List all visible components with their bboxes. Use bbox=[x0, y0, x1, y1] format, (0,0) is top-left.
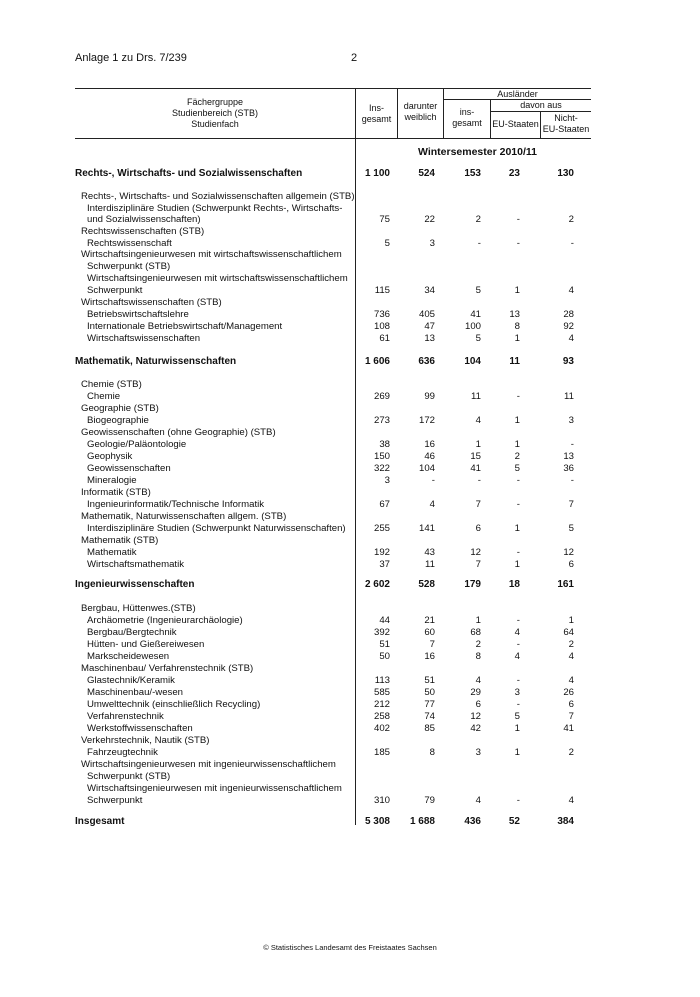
cell-value: 1 bbox=[514, 523, 520, 534]
row-label: Wirtschaftswissenschaften (STB) bbox=[81, 297, 222, 308]
cell-value: 5 bbox=[384, 238, 390, 249]
cell-value: 75 bbox=[379, 214, 390, 225]
cell-value: 44 bbox=[379, 615, 390, 626]
cell-value: 1 bbox=[514, 559, 520, 570]
cell-value: 22 bbox=[424, 214, 435, 225]
cell-value: 4 bbox=[568, 285, 574, 296]
cell-value: 153 bbox=[464, 168, 481, 179]
row-label: Wirtschaftsingenieurwesen mit ingenieurwissenschaftlichem bbox=[81, 759, 336, 770]
row-label: Rechtswissenschaft bbox=[87, 238, 172, 249]
cell-value: 141 bbox=[418, 523, 435, 534]
cell-value: 2 bbox=[475, 639, 481, 650]
cell-value: 67 bbox=[379, 499, 390, 510]
cell-value: 68 bbox=[470, 627, 481, 638]
cell-value: 115 bbox=[374, 285, 390, 296]
row-label: Mathematik bbox=[87, 547, 137, 558]
cell-value: 636 bbox=[418, 356, 435, 367]
cell-value: 100 bbox=[464, 321, 481, 332]
row-label: Wirtschaftsingenieurwesen mit ingenieurwissenschaftlichem bbox=[87, 783, 342, 794]
cell-value: 11 bbox=[471, 391, 481, 402]
cell-value: 16 bbox=[424, 651, 435, 662]
cell-value: 192 bbox=[373, 547, 390, 558]
cell-value: 85 bbox=[424, 723, 435, 734]
row-label: Mineralogie bbox=[87, 475, 137, 486]
cell-value: - bbox=[477, 238, 481, 249]
cell-value: 524 bbox=[418, 168, 435, 179]
cell-value: 51 bbox=[379, 639, 390, 650]
cell-value: 1 bbox=[514, 723, 520, 734]
cell-value: 161 bbox=[557, 579, 574, 590]
cell-value: 528 bbox=[418, 579, 435, 590]
cell-value: 402 bbox=[373, 723, 390, 734]
row-label: Mathematik, Naturwissenschaften bbox=[75, 356, 237, 367]
cell-value: 16 bbox=[424, 439, 435, 450]
cell-value: - bbox=[570, 238, 574, 249]
cell-value: 37 bbox=[379, 559, 390, 570]
cell-value: 1 bbox=[514, 333, 520, 344]
cell-value: 255 bbox=[373, 523, 390, 534]
cell-value: 11 bbox=[564, 391, 574, 402]
cell-value: 6 bbox=[568, 559, 574, 570]
row-label: Betriebswirtschaftslehre bbox=[87, 309, 189, 320]
cell-value: 3 bbox=[384, 475, 390, 486]
row-label: Mathematik, Naturwissenschaften allgem. (STB) bbox=[81, 511, 287, 522]
cell-value: 8 bbox=[475, 651, 481, 662]
column-header-eu: EU-Staaten bbox=[492, 119, 539, 129]
row-label: Verkehrstechnik, Nautik (STB) bbox=[81, 735, 210, 746]
cell-value: 5 bbox=[475, 285, 481, 296]
cell-value: 43 bbox=[424, 547, 435, 558]
cell-value: 38 bbox=[379, 439, 390, 450]
cell-value: 384 bbox=[557, 816, 574, 827]
cell-value: 736 bbox=[373, 309, 390, 320]
cell-value: - bbox=[570, 475, 574, 486]
cell-value: 4 bbox=[514, 651, 520, 662]
cell-value: 179 bbox=[464, 579, 481, 590]
cell-value: 8 bbox=[429, 747, 435, 758]
cell-value: 172 bbox=[418, 415, 435, 426]
cell-value: 4 bbox=[475, 675, 481, 686]
cell-value: - bbox=[431, 475, 435, 486]
row-label: Chemie (STB) bbox=[81, 379, 142, 390]
cell-value: 5 bbox=[514, 463, 520, 474]
cell-value: 11 bbox=[425, 559, 435, 570]
cell-value: 5 bbox=[475, 333, 481, 344]
cell-value: 1 100 bbox=[364, 168, 390, 179]
cell-value: 8 bbox=[514, 321, 520, 332]
cell-value: 41 bbox=[470, 309, 481, 320]
cell-value: 269 bbox=[373, 391, 390, 402]
cell-value: 185 bbox=[373, 747, 390, 758]
cell-value: 1 bbox=[514, 415, 520, 426]
row-label: Geowissenschaften bbox=[87, 463, 171, 474]
cell-value: 74 bbox=[424, 711, 435, 722]
cell-value: 29 bbox=[470, 687, 481, 698]
cell-value: - bbox=[477, 475, 481, 486]
cell-value: 7 bbox=[568, 711, 574, 722]
cell-value: 47 bbox=[424, 321, 435, 332]
cell-value: - bbox=[516, 238, 520, 249]
cell-value: 42 bbox=[470, 723, 481, 734]
row-label: Wirtschaftsmathematik bbox=[87, 559, 185, 570]
column-header-group: Fächergruppe Studienbereich (STB) Studienfach bbox=[171, 97, 259, 129]
cell-value: 322 bbox=[373, 463, 390, 474]
semester-label: Wintersemester 2010/11 bbox=[418, 146, 537, 158]
cell-value: 5 bbox=[568, 523, 574, 534]
column-header-insgesamt: Ins- gesamt bbox=[361, 103, 392, 124]
cell-value: - bbox=[570, 439, 574, 450]
cell-value: 3 bbox=[429, 238, 435, 249]
row-label: Schwerpunkt bbox=[87, 795, 143, 806]
row-label: Ingenieurwissenschaften bbox=[75, 579, 195, 590]
cell-value: 41 bbox=[470, 463, 481, 474]
cell-value: 104 bbox=[464, 356, 481, 367]
row-label: Ingenieurinformatik/Technische Informatik bbox=[87, 499, 265, 510]
cell-value: - bbox=[516, 475, 520, 486]
cell-value: 13 bbox=[424, 333, 435, 344]
cell-value: 34 bbox=[424, 285, 435, 296]
row-label: Rechts-, Wirtschafts- und Sozialwissenschaften allgemein (STB) bbox=[81, 191, 355, 202]
cell-value: 113 bbox=[374, 675, 390, 686]
cell-value: 6 bbox=[475, 699, 481, 710]
cell-value: 4 bbox=[429, 499, 435, 510]
cell-value: 3 bbox=[568, 415, 574, 426]
row-label: Wirtschaftsingenieurwesen mit wirtschaftswissenschaftlichem bbox=[87, 273, 348, 284]
cell-value: - bbox=[516, 547, 520, 558]
cell-value: - bbox=[516, 391, 520, 402]
cell-value: 52 bbox=[508, 816, 520, 827]
row-label: Geowissenschaften (ohne Geographie) (STB) bbox=[81, 427, 276, 438]
cell-value: 4 bbox=[568, 675, 574, 686]
cell-value: 310 bbox=[373, 795, 390, 806]
row-label: und Sozialwissenschaften) bbox=[87, 214, 201, 225]
cell-value: - bbox=[516, 214, 520, 225]
cell-value: 7 bbox=[429, 639, 435, 650]
cell-value: 50 bbox=[424, 687, 435, 698]
cell-value: 1 bbox=[475, 615, 481, 626]
cell-value: 585 bbox=[373, 687, 390, 698]
cell-value: 64 bbox=[563, 627, 574, 638]
cell-value: 7 bbox=[475, 559, 481, 570]
cell-value: 150 bbox=[373, 451, 390, 462]
cell-value: 4 bbox=[475, 415, 481, 426]
cell-value: 13 bbox=[509, 309, 520, 320]
cell-value: 4 bbox=[568, 333, 574, 344]
column-header-ins-gesamt: ins- gesamt bbox=[452, 107, 482, 128]
cell-value: 21 bbox=[424, 615, 435, 626]
cell-value: - bbox=[516, 675, 520, 686]
row-label: Rechts-, Wirtschafts- und Sozialwissenschaften bbox=[75, 168, 303, 179]
cell-value: 1 688 bbox=[409, 816, 435, 827]
row-label: Bergbau, Hüttenwes.(STB) bbox=[81, 603, 196, 614]
cell-value: 1 bbox=[514, 439, 520, 450]
cell-value: 15 bbox=[470, 451, 481, 462]
cell-value: - bbox=[516, 499, 520, 510]
column-header-weiblich: darunter weiblich bbox=[403, 101, 438, 122]
cell-value: 5 308 bbox=[364, 816, 390, 827]
cell-value: 1 bbox=[514, 285, 520, 296]
row-label: Schwerpunkt bbox=[87, 285, 143, 296]
row-label: Wirtschaftsingenieurwesen mit wirtschaftswissenschaftlichem bbox=[81, 249, 342, 260]
row-label: Archäometrie (Ingenieurarchäologie) bbox=[87, 615, 243, 626]
row-label: Bergbau/Bergtechnik bbox=[87, 627, 177, 638]
row-label: Geophysik bbox=[87, 451, 133, 462]
cell-value: 2 bbox=[475, 214, 481, 225]
cell-value: 46 bbox=[424, 451, 435, 462]
cell-value: 92 bbox=[563, 321, 574, 332]
column-header-auslaender: Ausländer bbox=[497, 89, 538, 99]
row-label: Biogeographie bbox=[87, 415, 149, 426]
cell-value: 108 bbox=[373, 321, 390, 332]
cell-value: 4 bbox=[568, 651, 574, 662]
row-label: Maschinenbau/ Verfahrenstechnik (STB) bbox=[81, 663, 254, 674]
cell-value: 4 bbox=[514, 627, 520, 638]
row-label: Informatik (STB) bbox=[81, 487, 151, 498]
row-label: Wirtschaftswissenschaften bbox=[87, 333, 201, 344]
row-label: Geographie (STB) bbox=[81, 403, 159, 414]
cell-value: 273 bbox=[373, 415, 390, 426]
cell-value: 1 bbox=[514, 747, 520, 758]
cell-value: 104 bbox=[418, 463, 435, 474]
cell-value: 61 bbox=[379, 333, 390, 344]
cell-value: 28 bbox=[563, 309, 574, 320]
cell-value: 6 bbox=[568, 699, 574, 710]
cell-value: 2 bbox=[514, 451, 520, 462]
row-label: Markscheidewesen bbox=[87, 651, 170, 662]
cell-value: 93 bbox=[562, 356, 574, 367]
row-label: Rechtswissenschaften (STB) bbox=[81, 226, 205, 237]
cell-value: - bbox=[516, 615, 520, 626]
cell-value: 18 bbox=[508, 579, 520, 590]
row-label: Chemie bbox=[87, 391, 121, 402]
footer-copyright: © Statistisches Landesamt des Freistaates Sachsen bbox=[263, 943, 437, 952]
cell-value: 1 bbox=[568, 615, 574, 626]
row-label: Insgesamt bbox=[75, 816, 125, 827]
row-label: Verfahrenstechnik bbox=[87, 711, 164, 722]
row-label: Werkstoffwissenschaften bbox=[87, 723, 193, 734]
cell-value: 2 bbox=[568, 639, 574, 650]
cell-value: 4 bbox=[475, 795, 481, 806]
cell-value: 7 bbox=[475, 499, 481, 510]
row-label: Internationale Betriebswirtschaft/Management bbox=[87, 321, 283, 332]
cell-value: 3 bbox=[475, 747, 481, 758]
cell-value: 99 bbox=[424, 391, 435, 402]
cell-value: 2 bbox=[568, 747, 574, 758]
row-label: Geologie/Paläontologie bbox=[87, 439, 187, 450]
row-label: Umwelttechnik (einschließlich Recycling) bbox=[87, 699, 261, 710]
cell-value: 5 bbox=[514, 711, 520, 722]
cell-value: 50 bbox=[379, 651, 390, 662]
column-header-non-eu: Nicht- EU-Staaten bbox=[542, 113, 590, 134]
column-header-davon: davon aus bbox=[520, 100, 562, 110]
cell-value: 2 602 bbox=[364, 579, 390, 590]
row-label: Interdisziplinäre Studien (Schwerpunkt Rechts-, Wirtschafts- bbox=[87, 203, 343, 214]
cell-value: 392 bbox=[373, 627, 390, 638]
cell-value: 258 bbox=[373, 711, 390, 722]
cell-value: 1 606 bbox=[364, 356, 390, 367]
cell-value: 2 bbox=[568, 214, 574, 225]
cell-value: 13 bbox=[563, 451, 574, 462]
cell-value: 51 bbox=[424, 675, 435, 686]
cell-value: 6 bbox=[475, 523, 481, 534]
cell-value: - bbox=[516, 699, 520, 710]
cell-value: 79 bbox=[424, 795, 435, 806]
row-label: Schwerpunkt (STB) bbox=[87, 771, 171, 782]
cell-value: 212 bbox=[373, 699, 390, 710]
cell-value: - bbox=[516, 639, 520, 650]
cell-value: 130 bbox=[557, 168, 574, 179]
cell-value: - bbox=[516, 795, 520, 806]
cell-value: 36 bbox=[563, 463, 574, 474]
cell-value: 26 bbox=[563, 687, 574, 698]
row-label: Hütten- und Gießereiwesen bbox=[87, 639, 205, 650]
cell-value: 12 bbox=[563, 547, 574, 558]
cell-value: 12 bbox=[470, 547, 481, 558]
cell-value: 405 bbox=[418, 309, 435, 320]
cell-value: 41 bbox=[563, 723, 574, 734]
row-label: Mathematik (STB) bbox=[81, 535, 159, 546]
row-label: Interdisziplinäre Studien (Schwerpunkt Naturwissenschaften) bbox=[87, 523, 346, 534]
page-number: 2 bbox=[351, 52, 358, 64]
cell-value: 60 bbox=[424, 627, 435, 638]
header-bottom-rule bbox=[75, 138, 591, 139]
cell-value: 23 bbox=[508, 168, 520, 179]
row-label: Fahrzeugtechnik bbox=[87, 747, 158, 758]
cell-value: 12 bbox=[470, 711, 481, 722]
cell-value: 77 bbox=[424, 699, 435, 710]
row-label: Schwerpunkt (STB) bbox=[87, 261, 171, 272]
cell-value: 3 bbox=[514, 687, 520, 698]
row-label: Maschinenbau/-wesen bbox=[87, 687, 183, 698]
document-reference: Anlage 1 zu Drs. 7/239 bbox=[75, 52, 187, 64]
cell-value: 436 bbox=[464, 816, 481, 827]
cell-value: 11 bbox=[509, 356, 520, 367]
row-label: Glastechnik/Keramik bbox=[87, 675, 175, 686]
cell-value: 7 bbox=[568, 499, 574, 510]
cell-value: 1 bbox=[475, 439, 481, 450]
cell-value: 4 bbox=[568, 795, 574, 806]
